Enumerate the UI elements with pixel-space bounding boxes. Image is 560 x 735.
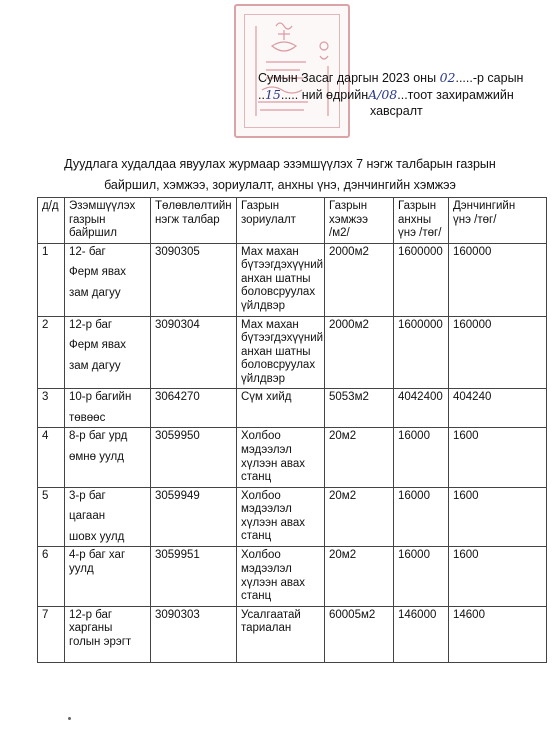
location-cell-line	[69, 405, 146, 412]
column-header-text: д/д	[42, 200, 59, 212]
price-cell: 16000	[394, 547, 449, 606]
scan-mark	[68, 717, 71, 720]
purpose-cell-line: хүлээн авах	[241, 576, 306, 589]
location-cell-line: цагаан	[69, 510, 106, 523]
table-row	[38, 243, 547, 316]
area-cell: 2000м2	[325, 316, 394, 389]
location-cell-line: голын эрэгт	[69, 635, 132, 648]
row-number: 3	[38, 389, 65, 428]
parcel-cell: 3059950	[151, 428, 237, 487]
location-cell-line: харганы	[69, 622, 113, 635]
column-header-text: нэгж талбар	[155, 213, 220, 226]
deposit-cell: 160000	[449, 243, 547, 316]
purpose-cell	[237, 487, 325, 547]
column-header-text: байршил	[69, 227, 117, 240]
column-header	[38, 198, 65, 244]
location-cell-line: 8-р баг урд	[69, 430, 128, 443]
area-cell: 20м2	[325, 487, 394, 547]
table-row	[38, 389, 547, 428]
location-cell	[65, 428, 151, 487]
purpose-cell	[237, 428, 325, 487]
column-header-text: Дэнчингийн	[453, 200, 516, 212]
table-row	[38, 316, 547, 389]
parcel-cell: 3090304	[151, 316, 237, 389]
column-header	[325, 198, 394, 244]
purpose-cell-line: Мах махан	[241, 245, 299, 258]
purpose-cell-line: Холбоо	[241, 489, 281, 502]
purpose-cell-line: үйлдвэр	[241, 372, 285, 385]
location-cell-line: төвөөс	[69, 411, 106, 424]
purpose-cell-line: станц	[241, 471, 272, 484]
purpose-cell-line: хүлээн авах	[241, 516, 306, 529]
deposit-cell: 14600	[449, 606, 547, 662]
column-header	[394, 198, 449, 244]
row-number: 5	[38, 487, 65, 547]
column-header	[65, 198, 151, 244]
location-cell-line: уулд	[69, 562, 94, 575]
location-cell	[65, 606, 151, 662]
area-cell: 5053м2	[325, 389, 394, 428]
purpose-cell-line: тариалан	[241, 622, 292, 635]
purpose-cell-line: мэдээлэл	[241, 562, 292, 575]
purpose-cell-line: анхан шатны	[241, 272, 311, 285]
price-cell: 146000	[394, 606, 449, 662]
area-cell: 60005м2	[325, 606, 394, 662]
location-cell-line	[69, 259, 146, 266]
table-row	[38, 547, 547, 606]
column-header-text: анхны	[398, 213, 432, 226]
column-header-text: үнэ /төг/	[453, 213, 497, 226]
deposit-cell: 1600	[449, 428, 547, 487]
location-cell	[65, 243, 151, 316]
purpose-cell	[237, 389, 325, 428]
location-cell-line: зам дагуу	[69, 359, 121, 372]
area-cell: 2000м2	[325, 243, 394, 316]
price-cell: 1600000	[394, 316, 449, 389]
purpose-cell-line: станц	[241, 530, 272, 543]
document-title-line-2: байршил, хэмжээ, зориулалт, анхны үнэ, дэнчингийн хэмжээ	[104, 178, 456, 192]
area-cell: 20м2	[325, 547, 394, 606]
handwritten-month: 02	[439, 70, 456, 85]
column-header-text: Эзэмшүүлэх	[69, 200, 136, 212]
row-number: 4	[38, 428, 65, 487]
price-cell: 1600000	[394, 243, 449, 316]
location-cell-line	[69, 332, 146, 339]
column-header	[449, 198, 547, 244]
price-cell: 4042400	[394, 389, 449, 428]
parcel-cell: 3059951	[151, 547, 237, 606]
deposit-cell: 404240	[449, 389, 547, 428]
location-cell-line: 4-р баг хаг	[69, 549, 126, 562]
purpose-cell-line: Сүм хийд	[241, 391, 292, 404]
land-parcel-table	[37, 197, 547, 663]
column-header-text: үнэ /төг/	[398, 227, 442, 240]
deposit-cell: 1600	[449, 547, 547, 606]
purpose-cell-line: Мах махан	[241, 318, 299, 331]
row-number: 2	[38, 316, 65, 389]
purpose-cell-line: мэдээлэл	[241, 503, 292, 516]
purpose-cell-line: станц	[241, 590, 272, 603]
parcel-cell: 3064270	[151, 389, 237, 428]
parcel-cell: 3059949	[151, 487, 237, 547]
area-cell: 20м2	[325, 428, 394, 487]
location-cell-line: 12- баг	[69, 245, 106, 258]
location-cell-line: Ферм явах	[69, 339, 126, 352]
location-cell-line: 3-р баг	[69, 489, 106, 502]
row-number: 6	[38, 547, 65, 606]
purpose-cell-line: бүтээгдэхүүний	[241, 259, 324, 272]
purpose-cell-line: боловсруулах	[241, 359, 316, 372]
column-header-text: /м2/	[329, 227, 350, 240]
column-header	[237, 198, 325, 244]
purpose-cell-line: Усалгаатай	[241, 608, 301, 621]
row-number: 1	[38, 243, 65, 316]
purpose-cell-line: хүлээн авах	[241, 457, 306, 470]
purpose-cell-line: мэдээлэл	[241, 444, 292, 456]
location-cell-line	[69, 444, 146, 451]
purpose-cell-line: Холбоо	[241, 430, 281, 443]
location-cell	[65, 487, 151, 547]
header-line-2: ..15..... ний өдрийнA/08...тоот захирамжийн	[258, 87, 514, 102]
document-title-line-1: Дуудлага худалдаа явуулах журмаар эзэмшүүлэх 7 нэгж талбарын газрын	[64, 157, 496, 171]
header-line-1: Сумын Засаг даргын 2023 оны 02.....-р сарын	[258, 70, 524, 85]
header-line-3: хавсралт	[370, 104, 423, 118]
deposit-cell: 160000	[449, 316, 547, 389]
column-header-text: Төлөвлөлтийн	[155, 200, 232, 212]
price-cell: 16000	[394, 487, 449, 547]
location-cell	[65, 316, 151, 389]
table-row	[38, 606, 547, 662]
column-header-text: хэмжээ	[329, 213, 368, 226]
handwritten-day: 15	[264, 87, 281, 102]
location-cell-line: 12-р баг	[69, 318, 113, 331]
parcel-cell: 3090305	[151, 243, 237, 316]
purpose-cell	[237, 243, 325, 316]
location-cell	[65, 547, 151, 606]
deposit-cell: 1600	[449, 487, 547, 547]
column-header	[151, 198, 237, 244]
price-cell: 16000	[394, 428, 449, 487]
purpose-cell	[237, 316, 325, 389]
column-header-text: Газрын	[329, 200, 368, 212]
column-header-text: газрын	[69, 213, 106, 226]
location-cell-line	[69, 280, 146, 287]
location-cell-line	[69, 524, 146, 531]
column-header-text: Газрын	[398, 200, 437, 212]
purpose-cell-line: бүтээгдэхүүний	[241, 332, 324, 345]
purpose-cell-line: анхан шатны	[241, 345, 311, 358]
location-cell	[65, 389, 151, 428]
location-cell-line	[69, 353, 146, 360]
location-cell-line	[69, 503, 146, 510]
table-row	[38, 487, 547, 547]
purpose-cell-line: Холбоо	[241, 549, 281, 562]
location-cell-line: шовх уулд	[69, 530, 125, 543]
table-row	[38, 428, 547, 487]
column-header-text: Газрын	[241, 200, 280, 212]
location-cell-line: өмнө уулд	[69, 451, 124, 463]
column-header-text: зориулалт	[241, 213, 296, 226]
handwritten-order-number: A/08	[368, 87, 398, 102]
purpose-cell	[237, 547, 325, 606]
purpose-cell-line: үйлдвэр	[241, 299, 285, 312]
row-number: 7	[38, 606, 65, 662]
purpose-cell-line: боловсруулах	[241, 286, 316, 299]
location-cell-line: Ферм явах	[69, 266, 126, 279]
location-cell-line: 12-р баг	[69, 608, 113, 621]
location-cell-line: 10-р багийн	[69, 391, 132, 404]
location-cell-line: зам дагуу	[69, 286, 121, 299]
purpose-cell	[237, 606, 325, 662]
parcel-cell: 3090303	[151, 606, 237, 662]
